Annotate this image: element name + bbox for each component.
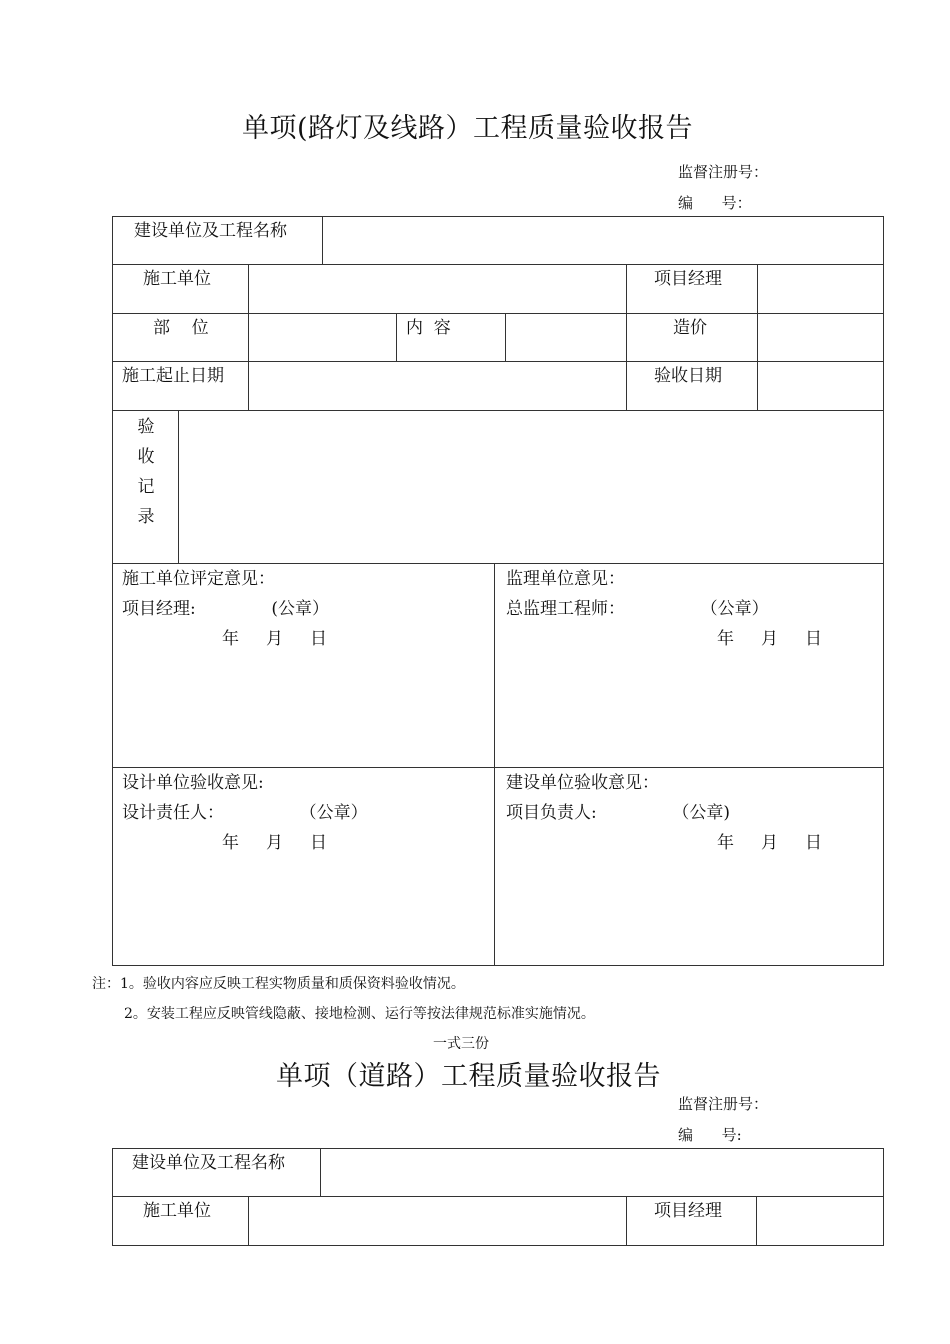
project-name-label: 建设单位及工程名称 — [134, 221, 287, 241]
owner-opinion-sign: 项目负责人: （公章) — [506, 803, 731, 823]
design-opinion-sign: 设计责任人： （公章） — [122, 803, 368, 823]
copies-note: 一式三份 — [433, 1036, 489, 1052]
cost-label: 造价 — [673, 318, 707, 338]
supervision-reg-label-2: 监督注册号： — [678, 1095, 769, 1113]
number-label: 编 号： — [678, 194, 752, 212]
acceptance-record-label: 验 收 记 录 — [137, 417, 155, 527]
contractor-opinion-sign: 项目经理: (公章） — [122, 599, 330, 619]
supervisor-opinion-sign: 总监理工程师： （公章） — [506, 599, 769, 619]
supervisor-opinion-title: 监理单位意见： — [506, 569, 625, 589]
contractor-label: 施工单位 — [143, 269, 211, 289]
contractor-opinion-title: 施工单位评定意见： — [122, 569, 275, 589]
acceptance-date-label: 验收日期 — [654, 366, 722, 386]
note-1: 注：1。验收内容应反映工程实物质量和质保资料验收情况。 — [92, 976, 465, 992]
project-manager-label-2: 项目经理 — [654, 1201, 722, 1221]
report-title-2: 单项（道路）工程质量验收报告 — [276, 1061, 661, 1092]
supervision-reg-label: 监督注册号： — [678, 163, 769, 181]
design-opinion-date: 年 月 日 — [222, 833, 328, 853]
note-2: 2。安装工程应反映管线隐蔽、接地检测、运行等按法律规范标准实施情况。 — [124, 1006, 595, 1022]
contractor-opinion-date: 年 月 日 — [222, 629, 328, 649]
construction-period-label: 施工起止日期 — [122, 366, 224, 386]
number-label-2: 编 号: — [678, 1126, 742, 1144]
owner-opinion-date: 年 月 日 — [717, 833, 823, 853]
contractor-label-2: 施工单位 — [143, 1201, 211, 1221]
report-title: 单项(路灯及线路）工程质量验收报告 — [242, 113, 694, 144]
supervisor-opinion-date: 年 月 日 — [717, 629, 823, 649]
project-manager-label: 项目经理 — [654, 269, 722, 289]
project-name-label-2: 建设单位及工程名称 — [132, 1153, 285, 1173]
design-opinion-title: 设计单位验收意见: — [122, 773, 264, 793]
content-label: 内 容 — [406, 318, 451, 338]
part-label: 部 位 — [153, 318, 209, 338]
owner-opinion-title: 建设单位验收意见： — [506, 773, 659, 793]
